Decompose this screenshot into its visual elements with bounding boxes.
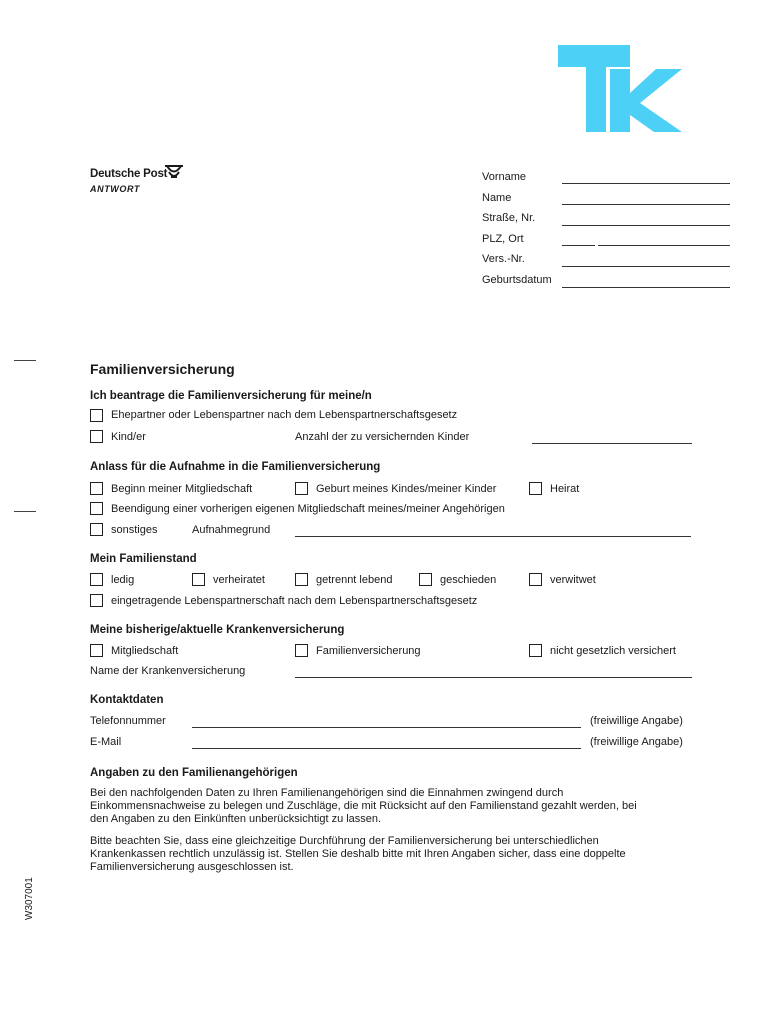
status-heading: Mein Familienstand bbox=[90, 553, 197, 565]
birth-label: Geburt meines Kindes/meiner Kinder bbox=[316, 483, 497, 495]
deutsche-post-brand: Deutsche Post bbox=[90, 168, 168, 180]
marriage-label: Heirat bbox=[550, 483, 580, 495]
end-previous-checkbox[interactable] bbox=[90, 502, 103, 515]
zip-field[interactable] bbox=[562, 245, 595, 246]
street-field[interactable] bbox=[562, 225, 730, 226]
last-name-label: Name bbox=[482, 192, 512, 204]
widowed-checkbox[interactable] bbox=[529, 573, 542, 586]
insurer-name-field[interactable] bbox=[295, 677, 692, 678]
paragraph-line: Krankenkassen rechtlich unzulässig ist. Stellen Sie deshalb bitte mit Ihren Angaben sicher, dass eine doppelte bbox=[90, 848, 626, 860]
insurance-number-field[interactable] bbox=[562, 266, 730, 267]
marriage-checkbox[interactable] bbox=[529, 482, 542, 495]
post-horn-icon bbox=[163, 163, 185, 181]
street-label: Straße, Nr. bbox=[482, 212, 536, 224]
other-label: sonstiges bbox=[111, 524, 158, 536]
relatives-heading: Angaben zu den Familienangehörigen bbox=[90, 767, 298, 779]
fold-mark bbox=[14, 360, 36, 361]
birth-checkbox[interactable] bbox=[295, 482, 308, 495]
membership-start-label: Beginn meiner Mitgliedschaft bbox=[111, 483, 253, 495]
form-title: Familienversicherung bbox=[90, 361, 235, 377]
last-name-field[interactable] bbox=[562, 204, 730, 205]
relatives-paragraph-1 bbox=[90, 787, 700, 826]
child-label: Kind/er bbox=[111, 431, 146, 443]
membership-start-checkbox[interactable] bbox=[90, 482, 103, 495]
widowed-label: verwitwet bbox=[550, 574, 596, 586]
first-name-field[interactable] bbox=[562, 183, 730, 184]
single-checkbox[interactable] bbox=[90, 573, 103, 586]
contact-heading: Kontaktdaten bbox=[90, 694, 164, 706]
paragraph-line: Einkommensnachweise zu belegen und Zuschläge, die mit Rücksicht auf den Familienstand gezahlt werden, bei bbox=[90, 800, 637, 812]
family-insurance-checkbox[interactable] bbox=[295, 644, 308, 657]
reply-label: ANTWORT bbox=[90, 184, 141, 194]
form-code: W307001 bbox=[24, 877, 35, 920]
city-field[interactable] bbox=[598, 245, 730, 246]
reason-heading: Anlass für die Aufnahme in die Familienversicherung bbox=[90, 461, 381, 473]
partner-checkbox[interactable] bbox=[90, 409, 103, 422]
insurance-number-label: Vers.-Nr. bbox=[482, 253, 525, 265]
first-name-label: Vorname bbox=[482, 171, 527, 183]
partner-label: Ehepartner oder Lebenspartner nach dem Lebenspartnerschaftsgesetz bbox=[111, 409, 458, 421]
apply-heading: Ich beantrage die Familienversicherung für meine/n bbox=[90, 390, 372, 402]
child-checkbox[interactable] bbox=[90, 430, 103, 443]
partnership-checkbox[interactable] bbox=[90, 594, 103, 607]
insurer-name-label: Name der Krankenversicherung bbox=[90, 665, 246, 677]
single-label: ledig bbox=[111, 574, 135, 586]
divorced-label: geschieden bbox=[440, 574, 497, 586]
married-checkbox[interactable] bbox=[192, 573, 205, 586]
children-count-field[interactable] bbox=[532, 443, 692, 444]
email-field[interactable] bbox=[192, 748, 581, 749]
family-insurance-label: Familienversicherung bbox=[316, 645, 421, 657]
member-checkbox[interactable] bbox=[90, 644, 103, 657]
children-count-label: Anzahl der zu versichernden Kinder bbox=[295, 431, 470, 443]
other-checkbox[interactable] bbox=[90, 523, 103, 536]
insurance-heading: Meine bisherige/aktuelle Krankenversicherung bbox=[90, 624, 345, 636]
paragraph-line: Bei den nachfolgenden Daten zu Ihren Familienangehörigen sind die Einnahmen zwingend durch bbox=[90, 787, 564, 799]
paragraph-line: Familienversicherung ausgeschlossen ist. bbox=[90, 861, 294, 873]
birth-date-label: Geburtsdatum bbox=[482, 274, 552, 286]
paragraph-line: den Angaben zu den Einkünften unberücksichtigt zu lassen. bbox=[90, 813, 382, 825]
email-optional-note: (freiwillige Angabe) bbox=[590, 736, 683, 748]
phone-optional-note: (freiwillige Angabe) bbox=[590, 715, 683, 727]
separated-label: getrennt lebend bbox=[316, 574, 393, 586]
divorced-checkbox[interactable] bbox=[419, 573, 432, 586]
married-label: verheiratet bbox=[213, 574, 265, 586]
phone-field[interactable] bbox=[192, 727, 581, 728]
partnership-label: eingetragende Lebenspartnerschaft nach dem Lebenspartnerschaftsgesetz bbox=[111, 595, 478, 607]
admission-reason-field[interactable] bbox=[295, 536, 691, 537]
separated-checkbox[interactable] bbox=[295, 573, 308, 586]
not-statutory-label: nicht gesetzlich versichert bbox=[550, 645, 676, 657]
phone-label: Telefonnummer bbox=[90, 715, 166, 727]
end-previous-label: Beendigung einer vorherigen eigenen Mitgliedschaft meines/meiner Angehörigen bbox=[111, 503, 505, 515]
paragraph-line: Bitte beachten Sie, dass eine gleichzeitige Durchführung der Familienversicherung bei unterschiedlichen bbox=[90, 835, 599, 847]
member-label: Mitgliedschaft bbox=[111, 645, 179, 657]
admission-reason-label: Aufnahmegrund bbox=[192, 524, 271, 536]
tk-logo bbox=[558, 45, 682, 132]
email-label: E-Mail bbox=[90, 736, 122, 748]
fold-mark bbox=[14, 511, 36, 512]
zip-city-label: PLZ, Ort bbox=[482, 233, 524, 245]
birth-date-field[interactable] bbox=[562, 287, 730, 288]
relatives-paragraph-2 bbox=[90, 835, 700, 874]
not-statutory-checkbox[interactable] bbox=[529, 644, 542, 657]
